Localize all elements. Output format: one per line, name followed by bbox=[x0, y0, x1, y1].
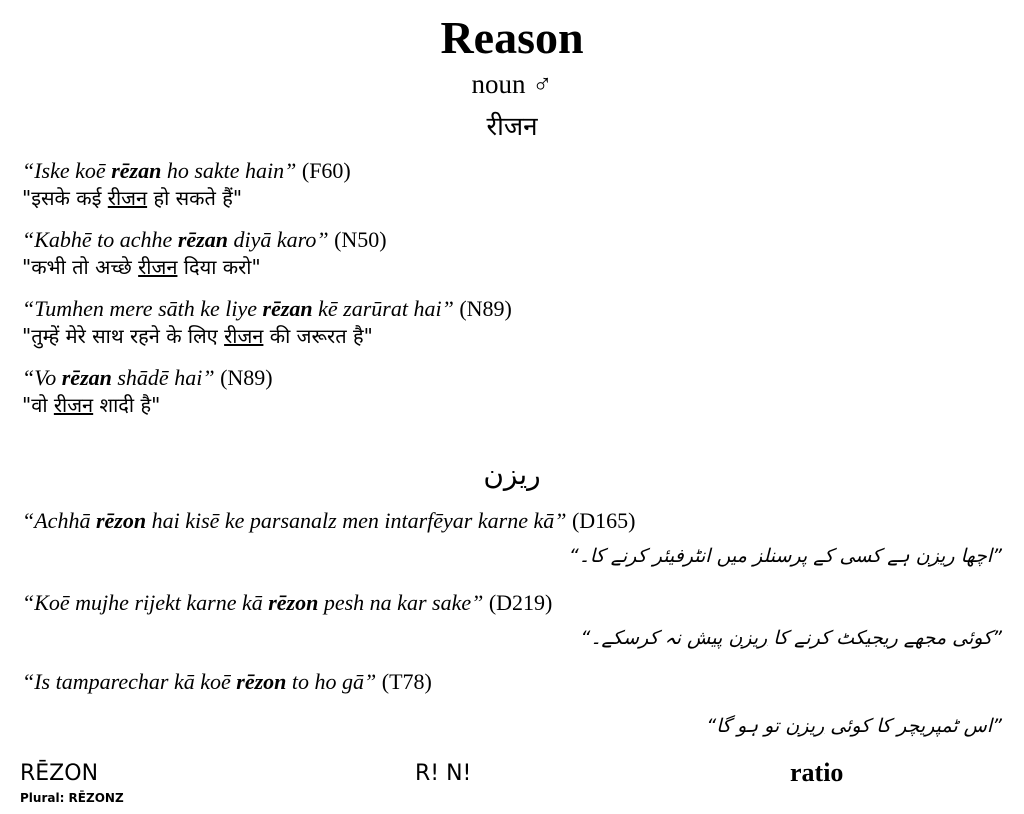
part-of-speech: noun ♂ bbox=[471, 69, 553, 99]
urdu-example-2-romanized: “Koē mujhe rijekt karne kā rēzon pesh na kar sake” (D219) bbox=[22, 590, 553, 615]
urdu-example-1-romanized: “Achhā rēzon hai kisē ke parsanalz men intarfēyar karne kā” (D165) bbox=[22, 508, 636, 533]
plural-form: Plural: RĒZONZ bbox=[20, 791, 124, 805]
example-hindi: "इसके कई रीजन हो सकते हैं" bbox=[22, 186, 243, 210]
pronunciation-hint: R! N! bbox=[415, 761, 472, 786]
urdu-example-2-script: ”کوئی مجھے ریجیکٹ کرنے کا ریزن پیش نہ کرسکے۔“ bbox=[580, 627, 1002, 649]
example-hindi: "तुम्हें मेरे साथ रहने के लिए रीजन की जरूरत है" bbox=[22, 324, 373, 348]
example-romanized: “Tumhen mere sāth ke liye rēzan kē zarūrat hai” (N89) bbox=[22, 296, 512, 321]
hindi-example-4 bbox=[22, 365, 273, 419]
urdu-headword: ریزن bbox=[483, 458, 541, 491]
headword-title: Reason bbox=[440, 12, 584, 63]
related-word: ratio bbox=[790, 758, 844, 787]
example-hindi: "कभी तो अच्छे रीजन दिया करो" bbox=[22, 255, 261, 279]
hindi-headword: रीजन bbox=[486, 112, 538, 142]
example-hindi: "वो रीजन शादी है" bbox=[22, 393, 161, 417]
hindi-example-1 bbox=[22, 158, 351, 212]
urdu-example-1-script: ”اچھا ریزن ہے کسی کے پرسنلز میں انٹرفیئر کرنے کا۔“ bbox=[568, 545, 1002, 567]
pronunciation: RĒZON bbox=[20, 761, 99, 786]
urdu-example-3-romanized: “Is tamparechar kā koē rēzon to ho gā” (T78) bbox=[22, 669, 432, 694]
hindi-example-2 bbox=[22, 227, 387, 281]
example-romanized: “Kabhē to achhe rēzan diyā karo” (N50) bbox=[22, 227, 387, 252]
hindi-example-3 bbox=[22, 296, 512, 350]
example-romanized: “Vo rēzan shādē hai” (N89) bbox=[22, 365, 273, 390]
urdu-example-3-script: ”اس ٹمپریچر کا کوئی ریزن تو ہو گا“ bbox=[706, 715, 1002, 737]
example-romanized: “Iske koē rēzan ho sakte hain” (F60) bbox=[22, 158, 351, 183]
